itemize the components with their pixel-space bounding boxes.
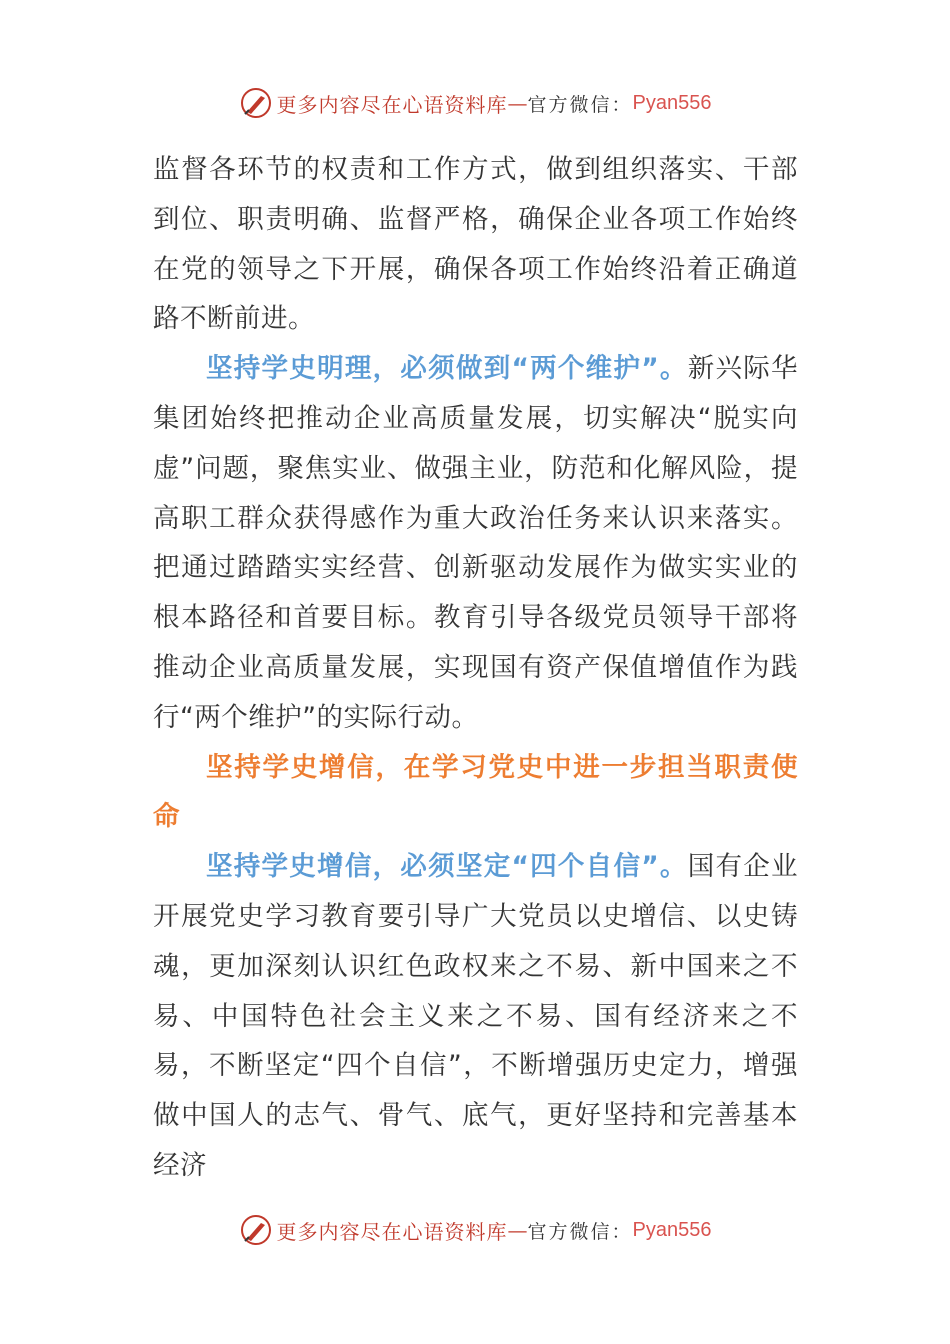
paragraph-2-heading: 坚持学史明理，必须做到“两个维护”。 xyxy=(206,353,688,385)
document-body xyxy=(153,145,798,1191)
paragraph-3-heading: 坚持学史增信，必须坚定“四个自信”。 xyxy=(206,851,688,883)
paragraph-3 xyxy=(153,842,798,1191)
paragraph-1: 监督各环节的权责和工作方式，做到组织落实、干部到位、职责明确、监督严格，确保企业各项工作始终在党的领导之下开展，确保各项工作始终沿着正确道路不断前进。 xyxy=(153,154,798,335)
banner-site-name: 更多内容尽在心语资料库 xyxy=(276,92,508,117)
banner-wechat-label: 官方微信： xyxy=(527,93,633,116)
footer-banner xyxy=(0,1210,950,1250)
banner-wechat-id: Pyan556 xyxy=(632,91,712,114)
pen-nib-logo-icon xyxy=(239,86,273,120)
banner-wechat-id: Pyan556 xyxy=(632,1218,712,1241)
section-heading: 坚持学史增信，在学习党史中进一步担当职责使命 xyxy=(153,751,798,833)
banner-separator: — xyxy=(507,91,528,115)
banner-site-name: 更多内容尽在心语资料库 xyxy=(276,1219,508,1244)
paragraph-2-body: 新兴际华集团始终把推动企业高质量发展，切实解决“脱实向虚”问题，聚焦实业、做强主业，防范和化解风险，提高职工群众获得感作为重大政治任务来认识来落实。把通过踏踏实实经营、创新驱动发展作为做实实业的根本路径和首要目标。教育引导各级党员领导干部将推动企业高质量发展，实现国有资产保值增值作为践行“两个维护”的实际行动。 xyxy=(153,353,798,733)
paragraph-2 xyxy=(153,344,798,742)
banner-separator: — xyxy=(507,1218,528,1242)
header-banner xyxy=(0,83,950,123)
banner-wechat-label: 官方微信： xyxy=(527,1220,633,1243)
pen-nib-logo-icon xyxy=(239,1213,273,1247)
paragraph-3-body: 国有企业开展党史学习教育要引导广大党员以史增信、以史铸魂，更加深刻认识红色政权来之不易、新中国来之不易、中国特色社会主义来之不易、国有经济来之不易，不断坚定“四个自信”，不断增强历史定力，增强做中国人的志气、骨气、底气，更好坚持和完善基本经济 xyxy=(153,851,798,1181)
